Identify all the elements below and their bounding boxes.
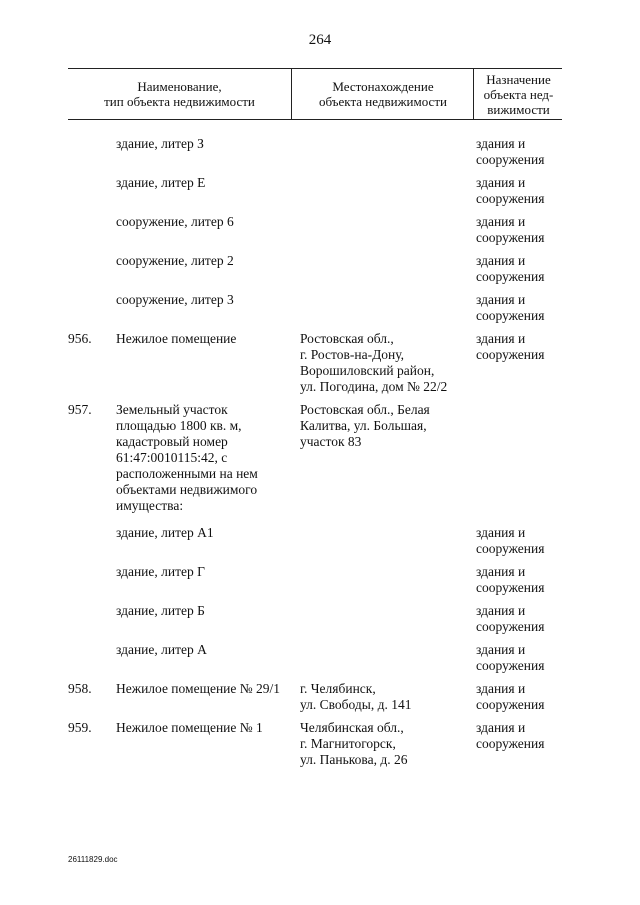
page-number: 264	[308, 32, 332, 48]
row-purpose: здания и сооружения	[476, 681, 545, 712]
table-row	[0, 175, 640, 214]
table-body	[0, 136, 640, 775]
row-location: Челябинская обл., г. Магнитогорск, ул. Панькова, д. 26	[300, 720, 408, 767]
table-row	[0, 603, 640, 642]
table-row	[0, 292, 640, 331]
row-purpose: здания и сооружения	[476, 525, 545, 556]
row-name: здание, литер Е	[116, 175, 206, 190]
table-header	[68, 68, 562, 120]
header-location: Местонахождение объекта недвижимости	[291, 69, 474, 119]
row-name: здание, литер Г	[116, 564, 205, 579]
row-name: здание, литер Б	[116, 603, 205, 618]
row-name: здание, литер А	[116, 642, 207, 657]
row-purpose: здания и сооружения	[476, 214, 545, 245]
row-purpose: здания и сооружения	[476, 720, 545, 751]
row-name: Нежилое помещение № 29/1	[116, 681, 281, 696]
row-name: здание, литер З	[116, 136, 204, 151]
row-number: 959.	[68, 720, 92, 735]
table-row	[0, 564, 640, 603]
row-location: г. Челябинск, ул. Свободы, д. 141	[300, 681, 412, 712]
row-purpose: здания и сооружения	[476, 331, 545, 362]
row-name: сооружение, литер 3	[116, 292, 234, 307]
table-row	[0, 331, 640, 402]
table-row	[0, 642, 640, 681]
row-purpose: здания и сооружения	[476, 136, 545, 167]
row-purpose: здания и сооружения	[476, 292, 545, 323]
row-purpose: здания и сооружения	[476, 175, 545, 206]
row-location: Ростовская обл., Белая Калитва, ул. Большая, участок 83	[300, 402, 430, 449]
row-name: сооружение, литер 2	[116, 253, 234, 268]
table-row	[0, 402, 640, 525]
table-row	[0, 136, 640, 175]
row-number: 956.	[68, 331, 92, 346]
row-purpose: здания и сооружения	[476, 642, 545, 673]
file-name-footer: 26111829.doc	[68, 855, 118, 864]
header-purpose: Назначение объекта нед- вижимости	[473, 69, 563, 119]
table-row	[0, 720, 640, 775]
row-name: сооружение, литер 6	[116, 214, 234, 229]
row-number: 958.	[68, 681, 92, 696]
row-purpose: здания и сооружения	[476, 564, 545, 595]
row-number: 957.	[68, 402, 92, 417]
header-name: Наименование, тип объекта недвижимости	[104, 79, 255, 109]
row-purpose: здания и сооружения	[476, 253, 545, 284]
row-name: Нежилое помещение № 1	[116, 720, 263, 735]
row-location: Ростовская обл., г. Ростов-на-Дону, Ворошиловский район, ул. Погодина, дом № 22/2	[300, 331, 448, 394]
row-name: Нежилое помещение	[116, 331, 237, 346]
row-name: Земельный участок площадью 1800 кв. м, кадастровый номер 61:47:0010115:42, с расположенными на нем объектами недвижимого имущества:	[116, 402, 258, 513]
table-row	[0, 525, 640, 564]
row-purpose: здания и сооружения	[476, 603, 545, 634]
table-row	[0, 214, 640, 253]
row-name: здание, литер А1	[116, 525, 214, 540]
table-row	[0, 681, 640, 720]
table-row	[0, 253, 640, 292]
